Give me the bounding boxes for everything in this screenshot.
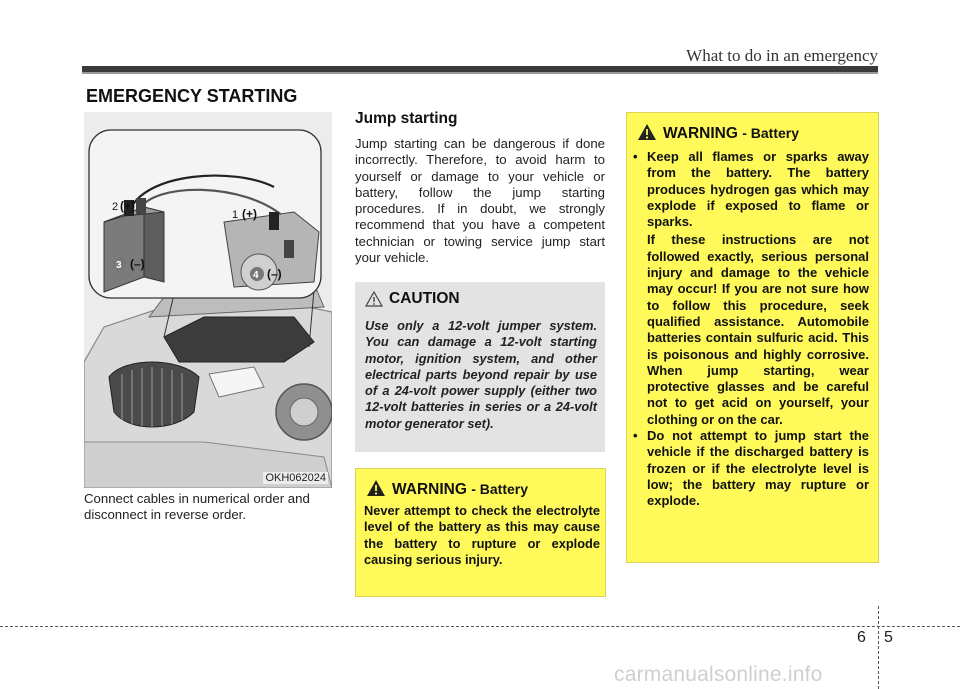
page-number: 5 [884, 629, 893, 646]
svg-text:(+): (+) [242, 207, 257, 221]
svg-text:(–): (–) [267, 267, 282, 281]
figure-code: OKH062024 [265, 472, 326, 484]
watermark: carmanualsonline.info [614, 663, 823, 686]
warning-bullet-text: Do not attempt to jump start the vehicle if the discharged battery is frozen or if the electrolyte level is low; the battery may rupture or explode. [647, 428, 869, 509]
footer-divider [0, 626, 960, 627]
page-title: EMERGENCY STARTING [86, 86, 298, 106]
warning-title-large [663, 125, 799, 143]
car-engine-diagram [84, 112, 332, 488]
label-4: 4 [253, 270, 259, 281]
caution-title: CAUTION [389, 290, 460, 307]
warning-box-small [355, 468, 606, 597]
warning-title-small [392, 481, 528, 499]
warning-label: WARNING [392, 481, 467, 498]
footer-vertical-divider [878, 606, 879, 689]
label-2: 2 [112, 201, 119, 213]
warning-box-large [626, 112, 879, 563]
warning-subtitle: - Battery [742, 125, 800, 141]
jump-starting-heading: Jump starting [355, 110, 458, 127]
engine-illustration [84, 112, 332, 488]
warning-triangle-icon [637, 123, 657, 141]
section-header: What to do in an emergency [686, 46, 878, 65]
jump-starting-body: Jump starting can be dangerous if done incorrectly. Therefore, to avoid harm to yourself or damage to your vehicle or battery, follow the jump starting procedures. If in doubt, we strongly recommend that you have a competent technician or towing service jump start your vehicle. [355, 136, 605, 266]
caution-triangle-icon [365, 291, 383, 307]
caution-text: Use only a 12-volt jumper system. You can damage a 12-volt starting motor, ignition system, and other electrical parts beyond repair by use of a 24-volt power supply (either two 12-volt batteries in series or a 24-volt motor generator set). [365, 318, 597, 431]
figure-caption: Connect cables in numerical order and disconnect in reverse order. [84, 491, 310, 522]
warning-bullet-continuation: If these instructions are not followed exactly, serious personal injury and damage to the vehicle may occur! If you are not sure how to follow this procedure, seek qualified assistance. Automobile batteries contain sulfuric acid. This is poisonous and highly corrosive. When jump starting, wear protective glasses and be careful not to get acid on yourself, your clothing or on the car. [647, 232, 869, 427]
warning-subtitle: - Battery [471, 481, 529, 497]
svg-text:(–): (–) [130, 257, 145, 271]
warning-label: WARNING [663, 125, 738, 142]
label-1: 1 [232, 209, 239, 221]
caution-box [355, 282, 605, 452]
label-3: 3 [116, 260, 122, 271]
warning-bullet: • Keep all flames or sparks away from the battery. The battery produces hydrogen gas which may explode if exposed to flame or sparks. If these instructions are not followed exactly, serious personal injury and damage to the vehicle may occur! If you are not sure how to follow this procedure, seek qualified assistance. Automobile batteries contain sulfuric acid. This is poisonous and highly corrosive. When jump starting, wear protective glasses and be careful not to get acid on yourself, your clothing or on the car. [633, 149, 869, 427]
warning-list [633, 149, 869, 510]
warning-small-text: Never attempt to check the electrolyte level of the battery as this may cause the battery to rupture or explode causing serious injury. [364, 503, 600, 568]
svg-text:(+): (+) [120, 199, 135, 213]
warning-triangle-icon [366, 479, 386, 497]
chapter-number: 6 [857, 629, 866, 646]
warning-bullet: • Do not attempt to jump start the vehicle if the discharged battery is frozen or if the electrolyte level is low; the battery may rupture or explode. [633, 428, 869, 509]
header-bar-shadow [82, 72, 878, 74]
warning-bullet-text: Keep all flames or sparks away from the battery. The battery produces hydrogen gas which may explode if exposed to flame or sparks. [647, 149, 869, 230]
